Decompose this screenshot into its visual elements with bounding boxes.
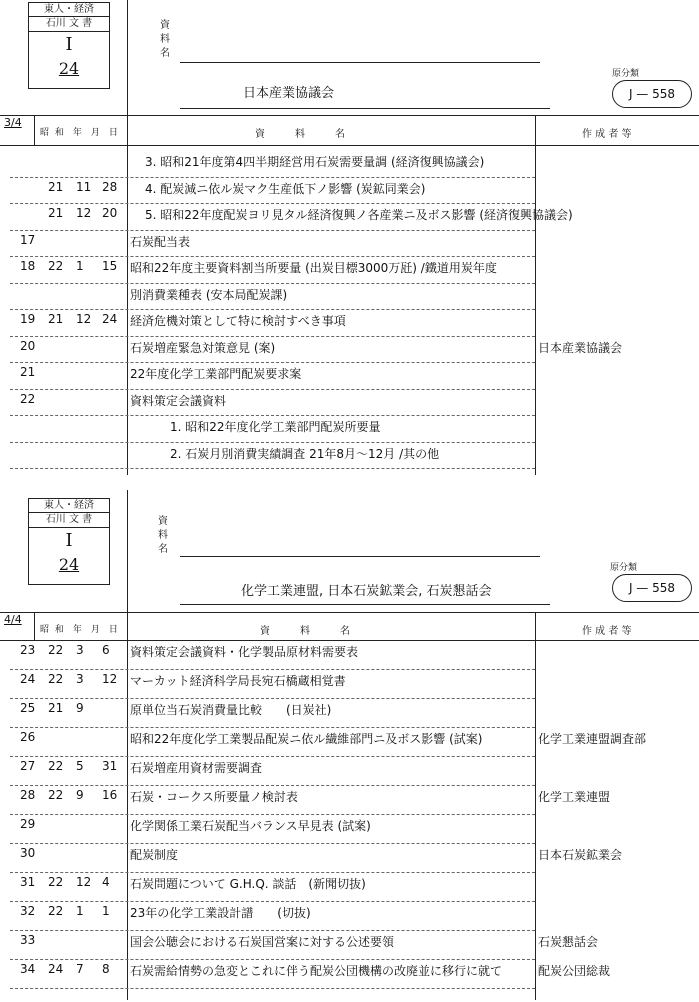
row-month: 3 xyxy=(76,672,84,686)
row-month: 9 xyxy=(76,788,84,802)
row-rule xyxy=(10,814,535,815)
row-title: 石炭・コークス所要量ノ検討表 xyxy=(130,790,298,804)
row-title: 石炭需給情勢の急変とこれに伴う配炭公団機構の改廃並に移行に就て xyxy=(130,964,503,978)
row-year: 21 xyxy=(48,179,64,194)
row-number: 28 xyxy=(20,788,36,802)
shiryo-label-char-3: 名 xyxy=(158,544,168,555)
row-month: 7 xyxy=(76,962,84,976)
row-title: 1. 昭和22年度化学工業部門配炭所要量 xyxy=(170,420,381,434)
row-number: 26 xyxy=(20,730,36,744)
row-rule xyxy=(10,283,535,284)
row-rule xyxy=(10,389,535,390)
stamp-line-2: 石川 文 書 xyxy=(29,513,109,528)
col-author-label: 作 成 者 等 xyxy=(582,129,632,140)
row-title: 資料策定会議資料 xyxy=(130,393,227,408)
stamp-line-2: 石川 文 書 xyxy=(29,17,109,32)
corner-fraction: 4/4 xyxy=(4,613,22,626)
col-date-label: 昭 和 年 月 日 xyxy=(40,128,118,138)
row-title: 23年の化学工業設計譜 (切抜) xyxy=(130,906,311,920)
row-year: 22 xyxy=(48,643,64,657)
row-rule xyxy=(10,872,535,873)
row-day: 12 xyxy=(102,672,118,686)
row-number: 19 xyxy=(20,312,36,326)
row-month: 1 xyxy=(76,904,84,918)
shiryo-label-char-2: 料 xyxy=(160,34,170,45)
stamp-line-1: 東人・経済 xyxy=(29,499,109,513)
row-number: 33 xyxy=(20,933,36,947)
row-rule xyxy=(10,669,535,670)
row-number: 18 xyxy=(20,259,36,273)
row-year: 22 xyxy=(48,788,64,802)
row-day: 15 xyxy=(102,259,118,273)
row-rule xyxy=(10,442,535,443)
shiryo-label-char-1: 資 xyxy=(160,20,170,31)
row-rule xyxy=(10,727,535,728)
row-number: 23 xyxy=(20,643,36,657)
row-author: 日本石炭鉱業会 xyxy=(538,848,623,862)
row-author: 配炭公団総裁 xyxy=(538,964,611,978)
row-number: 25 xyxy=(20,701,36,715)
row-rule xyxy=(10,203,535,204)
row-title: 4. 配炭減ニ依ル炭マク生産低下ノ影響 (炭鉱同業会) xyxy=(145,181,426,196)
row-title: 5. 昭和22年度配炭ヨリ見タル経済復興ノ各産業ニ及ボス影響 (経済復興協議会) xyxy=(145,208,573,222)
row-day: 24 xyxy=(102,312,118,326)
row-month: 3 xyxy=(76,643,84,657)
row-year: 22 xyxy=(48,875,64,889)
row-rule xyxy=(10,843,535,844)
row-title: 経済危機対策として特に検討すべき事項 xyxy=(130,314,346,328)
row-number: 31 xyxy=(20,875,36,889)
row-rule xyxy=(10,988,535,989)
row-day: 4 xyxy=(102,875,110,889)
row-month: 5 xyxy=(76,759,84,773)
row-month: 11 xyxy=(76,179,92,194)
row-number: 30 xyxy=(20,846,36,860)
row-rule xyxy=(10,177,535,178)
row-month: 12 xyxy=(76,312,92,326)
row-year: 22 xyxy=(48,759,64,773)
row-day: 6 xyxy=(102,643,110,657)
stamp-line-3: I xyxy=(65,530,73,551)
row-day: 16 xyxy=(102,788,118,802)
row-month: 9 xyxy=(76,701,84,715)
bunrui-label: 原分類 xyxy=(610,563,638,573)
row-author: 化学工業連盟調査部 xyxy=(538,732,647,746)
row-author: 日本産業協議会 xyxy=(538,340,623,355)
row-rule xyxy=(10,415,535,416)
row-number: 27 xyxy=(20,759,36,773)
stamp-line-4: 24 xyxy=(58,59,80,78)
row-number: 34 xyxy=(20,962,36,976)
stamp-line-1: 東人・経済 xyxy=(29,3,109,17)
row-title: 原単位当石炭消費量比較 (日炭社) xyxy=(130,703,332,717)
row-rule xyxy=(10,309,535,310)
row-rule xyxy=(10,930,535,931)
row-month: 12 xyxy=(76,875,92,889)
col-name-label: 資 料 名 xyxy=(255,129,345,140)
row-year: 22 xyxy=(48,672,64,686)
row-title: 22年度化学工業部門配炭要求案 xyxy=(130,367,302,381)
row-title: 化学関係工業石炭配当バランス早見表 (試案) xyxy=(130,819,371,833)
row-title: 石炭問題について G.H.Q. 談話 (新聞切抜) xyxy=(130,877,366,891)
stamp-line-3: I xyxy=(65,34,73,55)
row-day: 28 xyxy=(102,179,118,194)
row-rule xyxy=(10,468,535,469)
shiryo-label-char-3: 名 xyxy=(160,48,170,59)
row-rule xyxy=(10,785,535,786)
row-number: 32 xyxy=(20,904,36,918)
row-day: 8 xyxy=(102,962,110,976)
bunrui-label: 原分類 xyxy=(612,69,640,79)
row-title: 石炭増産用資材需要調査 xyxy=(130,761,263,775)
col-name-label: 資 料 名 xyxy=(260,626,350,637)
row-title: 3. 昭和21年度第4四半期経営用石炭需要量調 (経済復興協議会) xyxy=(145,155,485,169)
row-title: 資料策定会議資料・化学製品原材料需要表 xyxy=(130,645,359,659)
corner-fraction: 3/4 xyxy=(4,116,22,129)
row-day: 1 xyxy=(102,904,110,918)
row-title: 2. 石炭月別消費実績調査 21年8月～12月 /其の他 xyxy=(170,446,440,461)
shiryo-label-char-1: 資 xyxy=(158,516,168,527)
row-number: 21 xyxy=(20,365,36,379)
row-title: 国会公聴会における石炭国営案に対する公述要領 xyxy=(130,935,395,949)
row-title: 石炭配当表 xyxy=(130,234,191,249)
archive-stamp xyxy=(28,2,110,89)
row-rule xyxy=(10,230,535,231)
row-title: 配炭制度 xyxy=(130,848,179,862)
row-number: 17 xyxy=(20,232,36,247)
col-author-label: 作 成 者 等 xyxy=(582,626,632,637)
row-title: マーカット経済科学局長宛石橋蔵相覚書 xyxy=(130,674,346,688)
header-title: 日本産業協議会 xyxy=(243,86,335,101)
bunrui-code-badge: J — 558 xyxy=(612,80,692,108)
row-day: 31 xyxy=(102,759,118,773)
row-author: 石炭懇話会 xyxy=(538,935,599,949)
row-year: 24 xyxy=(48,962,64,976)
row-author: 化学工業連盟 xyxy=(538,790,611,804)
row-rule xyxy=(10,756,535,757)
row-year: 22 xyxy=(48,904,64,918)
stamp-line-4: 24 xyxy=(58,555,80,574)
row-day: 20 xyxy=(102,206,118,220)
row-rule xyxy=(10,698,535,699)
row-rule xyxy=(10,336,535,337)
row-number: 29 xyxy=(20,817,36,831)
row-rule xyxy=(10,901,535,902)
archive-stamp xyxy=(28,498,110,585)
row-number: 22 xyxy=(20,391,36,406)
header-title: 化学工業連盟, 日本石炭鉱業会, 石炭懇話会 xyxy=(241,584,492,599)
shiryo-label-char-2: 料 xyxy=(158,530,168,541)
row-title: 昭和22年度主要資料割当所要量 (出炭目標3000万瓩) /鐵道用炭年度 xyxy=(130,261,497,275)
row-rule xyxy=(10,959,535,960)
row-rule xyxy=(10,362,535,363)
row-title: 昭和22年度化学工業製品配炭ニ依ル繊維部門ニ及ボス影響 (試案) xyxy=(130,732,483,746)
row-title: 別消費業種表 (安本局配炭課) xyxy=(130,287,288,302)
row-title: 石炭増産緊急対策意見 (案) xyxy=(130,340,276,355)
row-year: 22 xyxy=(48,259,64,273)
row-year: 21 xyxy=(48,206,64,220)
row-rule xyxy=(10,256,535,257)
row-number: 20 xyxy=(20,338,36,353)
row-year: 21 xyxy=(48,701,64,715)
bunrui-code-badge: J — 558 xyxy=(612,574,692,602)
row-month: 12 xyxy=(76,206,92,220)
row-year: 21 xyxy=(48,312,64,326)
col-date-label: 昭 和 年 月 日 xyxy=(40,625,118,635)
row-month: 1 xyxy=(76,259,84,273)
row-number: 24 xyxy=(20,672,36,686)
